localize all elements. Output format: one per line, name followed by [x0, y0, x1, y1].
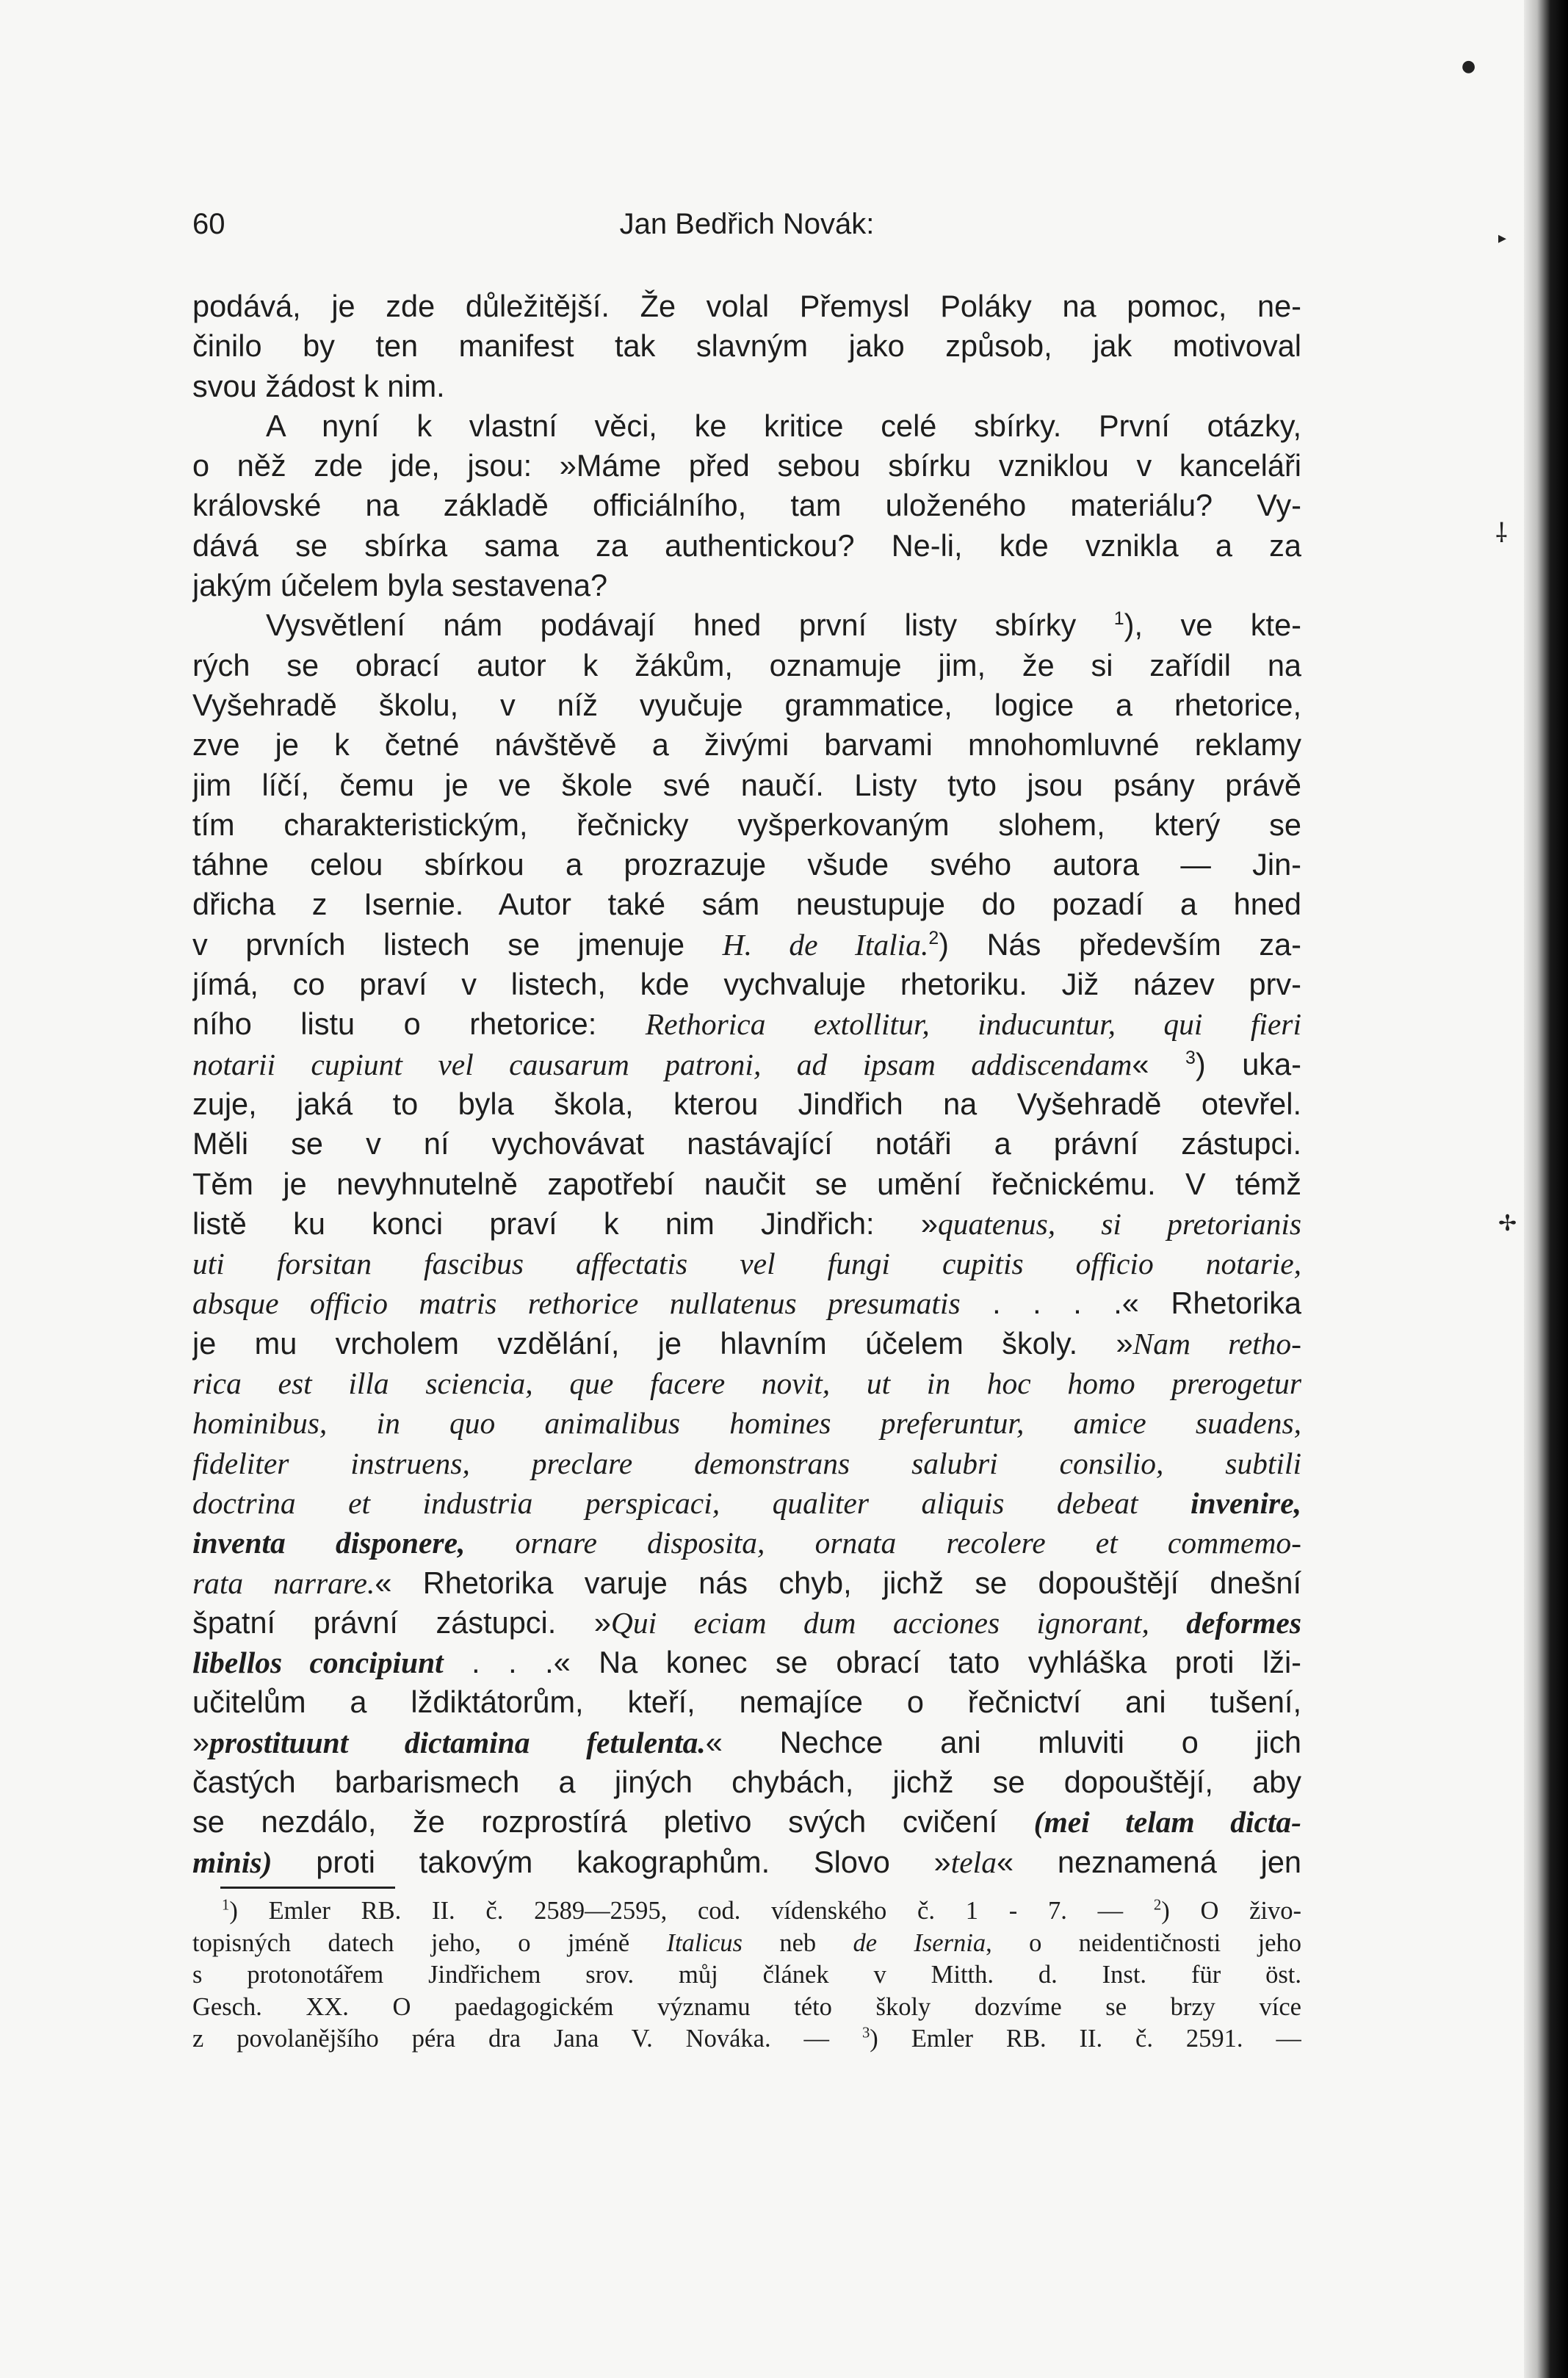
text-run: rata narrare.: [192, 1565, 375, 1600]
text-run: ornare disposita, ornata recolere et commemo-: [465, 1526, 1301, 1560]
text-line: [192, 566, 1301, 605]
text-line: [192, 1723, 1301, 1762]
text-run: « neznamená jen: [996, 1844, 1301, 1879]
text-line: [192, 1283, 1301, 1323]
text-run: H. de Italia.: [722, 927, 929, 962]
text-line: [192, 1324, 1301, 1363]
text-run: o něž zde jde, jsou: »Máme před sebou sbírku vzniklou v kanceláři: [192, 448, 1301, 483]
text-line: [192, 287, 1301, 326]
text-run: Rethorica extollitur, inducuntur, qui fieri: [645, 1007, 1301, 1042]
text-run: zve je k četné návštěvě a živými barvami mnohomluvné reklamy: [192, 727, 1301, 763]
text-line: [192, 1204, 1301, 1244]
text-run: Qui eciam dum acciones ignorant,: [610, 1605, 1187, 1640]
text-line: [192, 725, 1301, 765]
text-run: Gesch. XX. O paedagogickém významu této školy dozvíme se brzy více: [192, 1992, 1301, 2021]
footnote-line: [192, 2023, 1301, 2055]
text-run: 3: [861, 2025, 870, 2042]
text-line: [192, 326, 1301, 366]
text-run: Měli se v ní vychovávat nastávající notáři a právní zástupci.: [192, 1126, 1301, 1161]
text-run: je mu vrcholem vzdělání, je hlavním účelem školy. »: [192, 1325, 1133, 1361]
footnote-line: [192, 1992, 1301, 2024]
text-line: [192, 406, 1301, 446]
text-run: zuje, jaká to byla škola, kterou Jindřich na Vyšehradě otevřel.: [192, 1086, 1301, 1121]
running-head: Jan Bedřich Novák:: [619, 208, 875, 240]
text-line: [192, 884, 1301, 924]
text-run: Vyšehradě školu, v níž vyučuje grammatice, logice a rhetorice,: [192, 687, 1301, 722]
page-number: 60: [192, 208, 225, 240]
footnotes: [192, 1895, 1301, 2055]
text-run: jakým účelem byla sestavena?: [192, 568, 608, 603]
text-line: [192, 1045, 1301, 1084]
text-run: tím charakteristickým, řečnicky vyšperkovaným slohem, který se: [192, 807, 1301, 842]
text-line: [192, 1682, 1301, 1722]
scan-speck: ●: [1462, 57, 1476, 76]
text-run: se nezdálo, že rozprostírá pletivo svých cvičení: [192, 1804, 1034, 1840]
text-run: 1: [222, 1897, 230, 1914]
text-line: [192, 685, 1301, 725]
text-run: quatenus, si pretorianis: [937, 1206, 1301, 1241]
text-run: z povolanějšího péra dra Jana V. Nováka. —: [192, 2025, 862, 2053]
text-run: . . . .« Rhetorika: [960, 1286, 1301, 1321]
text-run: invenire,: [1190, 1485, 1301, 1520]
text-run: ), ve kte-: [1124, 608, 1301, 643]
text-run: proti takovým kakographům. Slovo »: [272, 1844, 951, 1879]
text-line: [192, 1523, 1301, 1563]
text-run: častých barbarismech a jiných chybách, jichž se dopouštějí, aby: [192, 1764, 1301, 1799]
page-header: [192, 208, 1301, 252]
text-run: inventa disponere,: [192, 1526, 466, 1560]
text-run: hominibus, in quo animalibus homines preferuntur, amice suadens,: [192, 1406, 1301, 1441]
text-run: Italicus: [666, 1928, 743, 1957]
text-run: špatní právní zástupci. »: [192, 1604, 611, 1640]
text-run: 2: [928, 927, 939, 948]
text-run: listě ku konci praví k nim Jindřich: »: [192, 1206, 938, 1241]
text-run: neb: [742, 1928, 853, 1957]
text-run: podává, je zde důležitější. Že volal Přemysl Poláky na pomoc, ne-: [192, 289, 1301, 323]
text-line: [192, 1084, 1301, 1124]
text-line: [192, 526, 1301, 566]
text-run: «: [1132, 1046, 1185, 1081]
text-line: [192, 1124, 1301, 1164]
text-run: deformes: [1186, 1605, 1301, 1640]
text-run: 2: [1153, 1897, 1162, 1914]
text-line: [192, 965, 1301, 1004]
text-run: tela: [950, 1845, 997, 1879]
text-run: uti forsitan fascibus affectatis vel fungi cupitis officio notarie,: [192, 1247, 1301, 1281]
footnote-divider: [220, 1887, 395, 1889]
text-run: s protonotářem Jindřichem srov. můj článek v Mitth. d. Inst. für öst.: [192, 1961, 1301, 1989]
text-run: « Nechce ani mluviti o jich: [705, 1724, 1301, 1759]
text-line: [192, 446, 1301, 486]
text-run: v prvních listech se jmenuje: [192, 926, 723, 962]
text-line: [192, 1244, 1301, 1283]
text-run: libellos concipiunt: [192, 1646, 444, 1680]
text-run: Nam retho-: [1132, 1326, 1301, 1361]
text-run: 3: [1185, 1047, 1196, 1068]
text-run: královské na základě officiálního, tam uloženého materiálu? Vy-: [192, 488, 1301, 523]
text-run: topisných datech jeho, o jméně: [192, 1928, 667, 1957]
text-line: [192, 1164, 1301, 1204]
text-line: [192, 1802, 1301, 1842]
text-run: ) uka-: [1195, 1046, 1301, 1081]
footnote-line: [192, 1928, 1301, 1960]
text-run: dává se sbírka sama za authentickou? Ne-li, kde vznikla a za: [192, 527, 1301, 563]
margin-mark: ▸: [1498, 229, 1507, 248]
text-line: [192, 1004, 1301, 1044]
text-run: ) Emler RB. II. č. 2591. —: [870, 2025, 1301, 2053]
footnote-line: [192, 1895, 1301, 1928]
margin-mark: ⸸: [1495, 519, 1508, 549]
text-run: rica est illa sciencia, que facere novit, ut in hoc homo prerogetur: [192, 1366, 1301, 1401]
text-run: 1: [1113, 608, 1124, 630]
text-run: jímá, co praví v listech, kde vychvaluje rhetoriku. Již název prv-: [192, 967, 1301, 1002]
text-run: táhne celou sbírkou a prozrazuje všude svého autora — Jin-: [192, 847, 1301, 882]
text-line: [192, 646, 1301, 685]
text-line: [192, 1603, 1301, 1643]
text-line: [192, 1403, 1301, 1443]
text-line: [192, 1483, 1301, 1523]
text-line: [192, 1563, 1301, 1603]
text-run: A nyní k vlastní věci, ke kritice celé sbírky. První otázky,: [266, 408, 1301, 443]
text-line: [192, 486, 1301, 525]
footnote-line: [192, 1959, 1301, 1992]
text-line: [192, 367, 1301, 406]
text-run: ) O živo-: [1161, 1897, 1301, 1925]
text-line: [192, 1762, 1301, 1802]
text-run: . . .« Na konec se obrací tato vyhláška proti lži-: [443, 1645, 1301, 1680]
text-line: [192, 805, 1301, 845]
text-run: ) Nás především za-: [939, 926, 1301, 962]
text-run: jim líčí, čemu je ve škole své naučí. Listy tyto jsou psány právě: [192, 767, 1301, 802]
text-line: [192, 1444, 1301, 1483]
text-run: absque officio matris rethorice nullatenus presumatis: [192, 1286, 961, 1321]
text-run: ) Emler RB. II. č. 2589—2595, cod. vídenského č. 1 - 7. —: [229, 1897, 1154, 1925]
text-run: Vysvětlení nám podávají hned první listy sbírky: [266, 608, 1114, 643]
margin-mark: ✢: [1498, 1211, 1517, 1236]
text-line: [192, 1842, 1301, 1882]
text-line: [192, 765, 1301, 805]
text-run: prostituunt dictamina fetulenta.: [209, 1725, 706, 1759]
text-line: [192, 1363, 1301, 1403]
text-run: rých se obrací autor k žákům, oznamuje jim, že si zařídil na: [192, 647, 1301, 682]
body-text: [192, 287, 1301, 1882]
text-run: de Isernia: [853, 1928, 986, 1957]
text-run: »: [192, 1724, 210, 1759]
text-run: ního listu o rhetorice:: [192, 1006, 646, 1042]
text-run: « Rhetorika varuje nás chyb, jichž se dopouštějí dnešní: [375, 1565, 1301, 1600]
text-run: fideliter instruens, preclare demonstrans salubri consilio, subtili: [192, 1446, 1301, 1480]
scan-edge: [1524, 0, 1568, 2378]
text-run: notarii cupiunt vel causarum patroni, ad ipsam addiscendam: [192, 1047, 1132, 1081]
text-run: minis): [192, 1845, 272, 1879]
text-line: [192, 925, 1301, 965]
text-run: svou žádost k nim.: [192, 368, 445, 403]
text-run: , o neidentičnosti jeho: [986, 1928, 1301, 1957]
text-run: dřicha z Isernie. Autor také sám neustupuje do pozadí a hned: [192, 887, 1301, 922]
text-run: učitelům a lždiktátorům, kteří, nemajíce o řečnictví ani tušení,: [192, 1685, 1301, 1720]
text-run: činilo by ten manifest tak slavným jako způsob, jak motivoval: [192, 328, 1301, 364]
text-line: [192, 845, 1301, 884]
text-line: [192, 605, 1301, 645]
text-line: [192, 1643, 1301, 1682]
text-run: (mei telam dicta-: [1033, 1805, 1301, 1840]
text-run: Těm je nevyhnutelně zapotřebí naučit se umění řečnickému. V témž: [192, 1166, 1301, 1201]
text-run: doctrina et industria perspicaci, qualiter aliquis debeat: [192, 1485, 1191, 1520]
